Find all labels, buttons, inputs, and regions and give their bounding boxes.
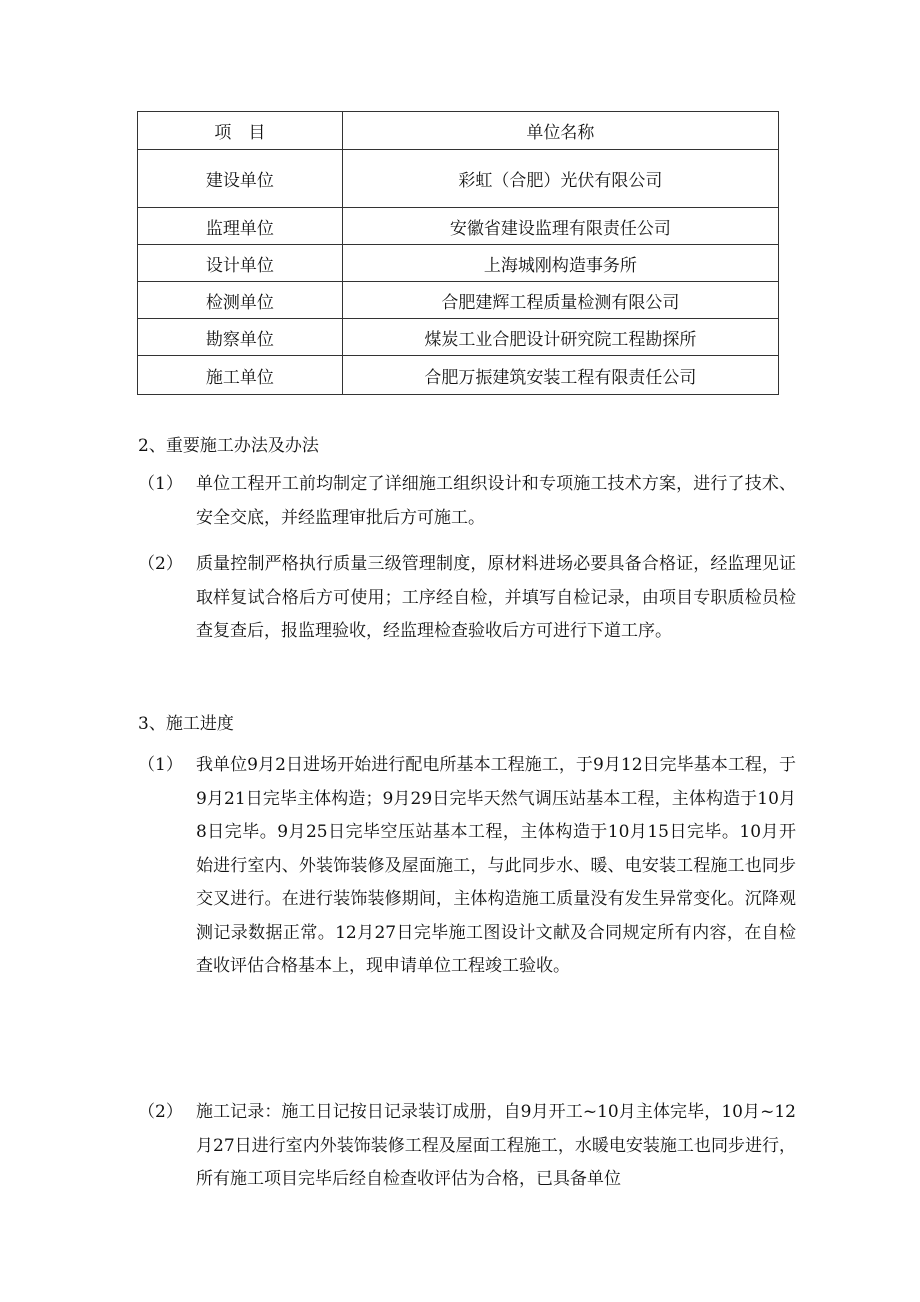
row-item: 检测单位 [138, 282, 343, 319]
list-item [138, 548, 798, 684]
row-item: 监理单位 [138, 208, 343, 245]
item-text: 单位工程开工前均制定了详细施工组织设计和专项施工技术方案，进行了技术、安全交底，并经监理审批后方可施工。 [196, 474, 796, 528]
table-row [138, 245, 779, 282]
section-heading-2: 2、重要施工办法及办法 [138, 436, 319, 456]
section-heading-3: 3、施工进度 [138, 714, 234, 734]
item-number: （2） [138, 554, 183, 574]
row-item: 设计单位 [138, 245, 343, 282]
item-text: 施工记录：施工日记按日记录装订成册，自9月开工~10月主体完毕，10月~12月27日进行室内外装饰装修工程及屋面工程施工，水暖电安装施工也同步进行，所有施工项目完毕后经自检查收评估为合格，已具备单位 [196, 1102, 796, 1189]
table-row [138, 208, 779, 245]
item-text: 我单位9月2日进场开始进行配电所基本工程施工，于9月12日完毕基本工程，于9月21日完毕主体构造；9月29日完毕天然气调压站基本工程，主体构造于10月8日完毕。9月25日完毕空压站基本工程，主体构造于10月15日完毕。10月开始进行室内、外装饰装修及屋面施工，与此同步水、暖、电安装工程施工也同步交叉进行。在进行装饰装修期间，主体构造施工质量没有发生异常变化。沉降观测记录数据正常。12月27日完毕施工图设计文献及合同规定所有内容，在自检查收评估合格基本上，现申请单位工程竣工验收。 [196, 755, 796, 976]
list-item [138, 749, 798, 1049]
table-row [138, 150, 779, 208]
row-unit-name: 上海城刚构造事务所 [342, 245, 778, 282]
row-item: 勘察单位 [138, 319, 343, 356]
row-unit-name: 彩虹（合肥）光伏有限公司 [342, 150, 778, 208]
list-item [138, 468, 798, 536]
header-unit-name: 单位名称 [342, 112, 778, 150]
row-unit-name: 安徽省建设监理有限责任公司 [342, 208, 778, 245]
table-row [138, 356, 779, 395]
item-number: （1） [138, 755, 183, 775]
row-item: 施工单位 [138, 356, 343, 395]
header-item: 项 目 [138, 112, 343, 150]
item-text: 质量控制严格执行质量三级管理制度，原材料进场必要具备合格证，经监理见证取样复试合格后方可使用；工序经自检，并填写自检记录，由项目专职质检员检查复查后，报监理验收，经监理检查验收后方可进行下道工序。 [196, 554, 796, 641]
row-unit-name: 合肥万振建筑安装工程有限责任公司 [342, 356, 778, 395]
table-header-row [138, 112, 779, 150]
list-item [138, 1096, 798, 1200]
project-units-table [137, 111, 779, 395]
table-row [138, 282, 779, 319]
item-number: （2） [138, 1102, 183, 1122]
table-row [138, 319, 779, 356]
row-unit-name: 合肥建辉工程质量检测有限公司 [342, 282, 778, 319]
row-unit-name: 煤炭工业合肥设计研究院工程勘探所 [342, 319, 778, 356]
item-number: （1） [138, 474, 183, 494]
row-item: 建设单位 [138, 150, 343, 208]
